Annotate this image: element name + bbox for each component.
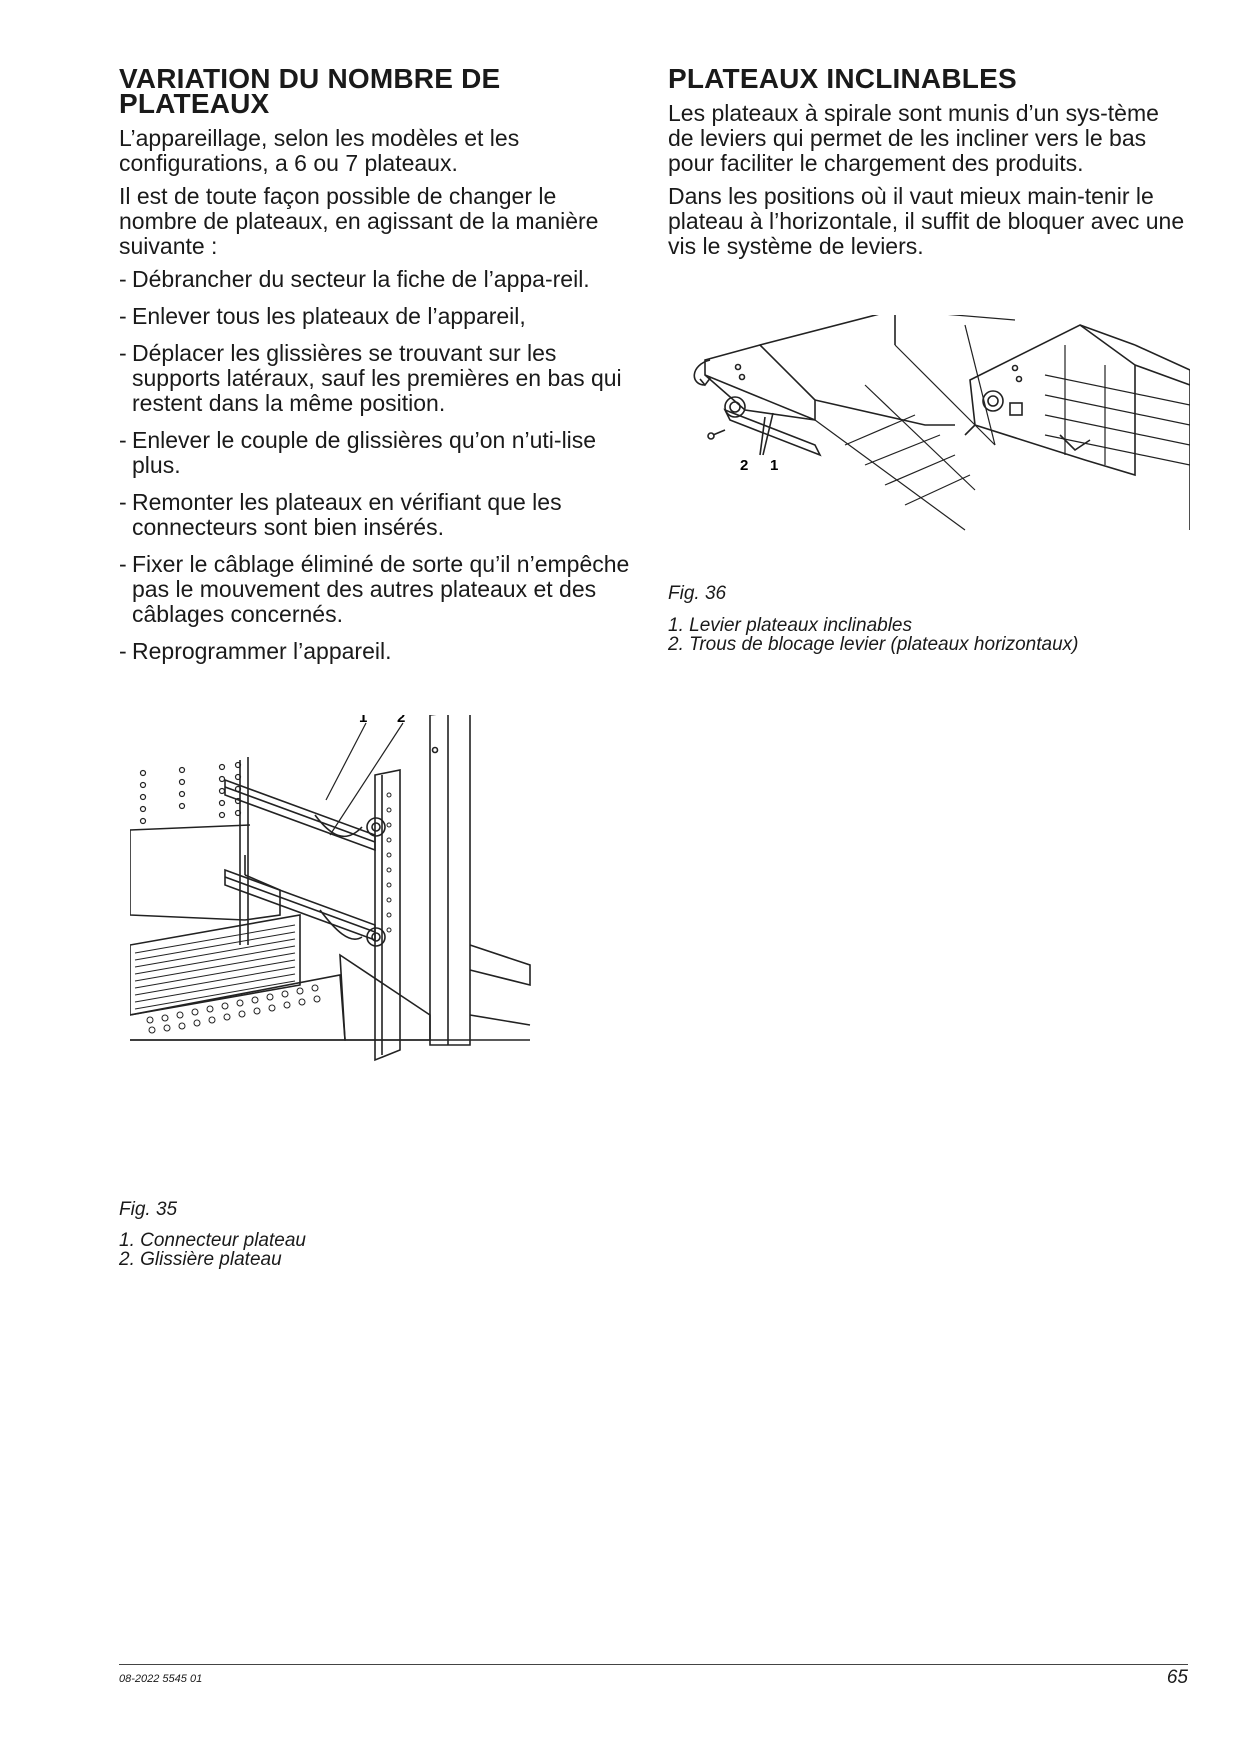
legend-item: 1. Levier plateaux inclinables <box>668 615 912 636</box>
step-item: - Déplacer les glissières se trouvant sur les supports latéraux, sauf les premières en bas qui restent dans la même position. <box>119 340 622 416</box>
fig35-callout-1: 1 <box>359 715 368 726</box>
step-item: - Enlever le couple de glissières qu’on n’uti-lise plus. <box>119 427 597 478</box>
paragraph-1: Les plateaux à spirale sont munis d’un sys-tème de leviers qui permet de les incliner vers le bas pour faciliter le chargement des produits. <box>668 100 1159 176</box>
page-number: 65 <box>1166 1667 1188 1688</box>
figure-36-caption: Fig. 36 <box>668 583 727 604</box>
right-column <box>668 63 1188 267</box>
fig35-callout-2: 2 <box>397 715 406 726</box>
step-item: - Fixer le câblage éliminé de sorte qu’il n’empêche pas le mouvement des autres plateaux et des câblages concernés. <box>119 551 630 627</box>
intro-paragraph-1: L’appareillage, selon les modèles et les configurations, a 6 ou 7 plateaux. <box>119 125 520 176</box>
legend-item: 1. Connecteur plateau <box>119 1230 306 1251</box>
paragraph-2: Dans les positions où il vaut mieux main-tenir le plateau à l’horizontale, il suffit de bloquer avec une vis le système de leviers. <box>668 183 1185 259</box>
legend-item: 2. Trous de blocage levier (plateaux horizontaux) <box>668 634 1079 655</box>
shelf-slides-drawing <box>130 715 590 1165</box>
figure-36-illustration <box>665 315 1190 560</box>
left-column <box>119 63 639 676</box>
steps-list <box>119 267 639 664</box>
step-item: - Enlever tous les plateaux de l’appareil, <box>119 303 526 329</box>
figure-35-legend <box>119 1231 306 1269</box>
footer-divider <box>119 1664 1188 1665</box>
step-item: - Reprogrammer l’appareil. <box>119 638 392 664</box>
figure-35-caption: Fig. 35 <box>119 1199 178 1220</box>
intro-paragraph-2: Il est de toute façon possible de changer le nombre de plateaux, en agissant de la manière suivante : <box>119 183 599 259</box>
tilting-shelf-drawing <box>665 315 1190 555</box>
step-item: - Débrancher du secteur la fiche de l’appa-reil. <box>119 266 590 292</box>
section-title-variation: VARIATION DU NOMBRE DE PLATEAUX <box>119 63 501 119</box>
fig36-callout-1: 1 <box>770 457 779 474</box>
step-item: - Remonter les plateaux en vérifiant que les connecteurs sont bien insérés. <box>119 489 562 540</box>
legend-item: 2. Glissière plateau <box>119 1249 282 1270</box>
figure-36-legend <box>668 616 1079 654</box>
section-title-inclinables: PLATEAUX INCLINABLES <box>668 63 1017 94</box>
fig36-callout-2: 2 <box>740 457 749 474</box>
figure-35-illustration <box>130 715 590 1170</box>
document-code: 08-2022 5545 01 <box>119 1673 203 1685</box>
